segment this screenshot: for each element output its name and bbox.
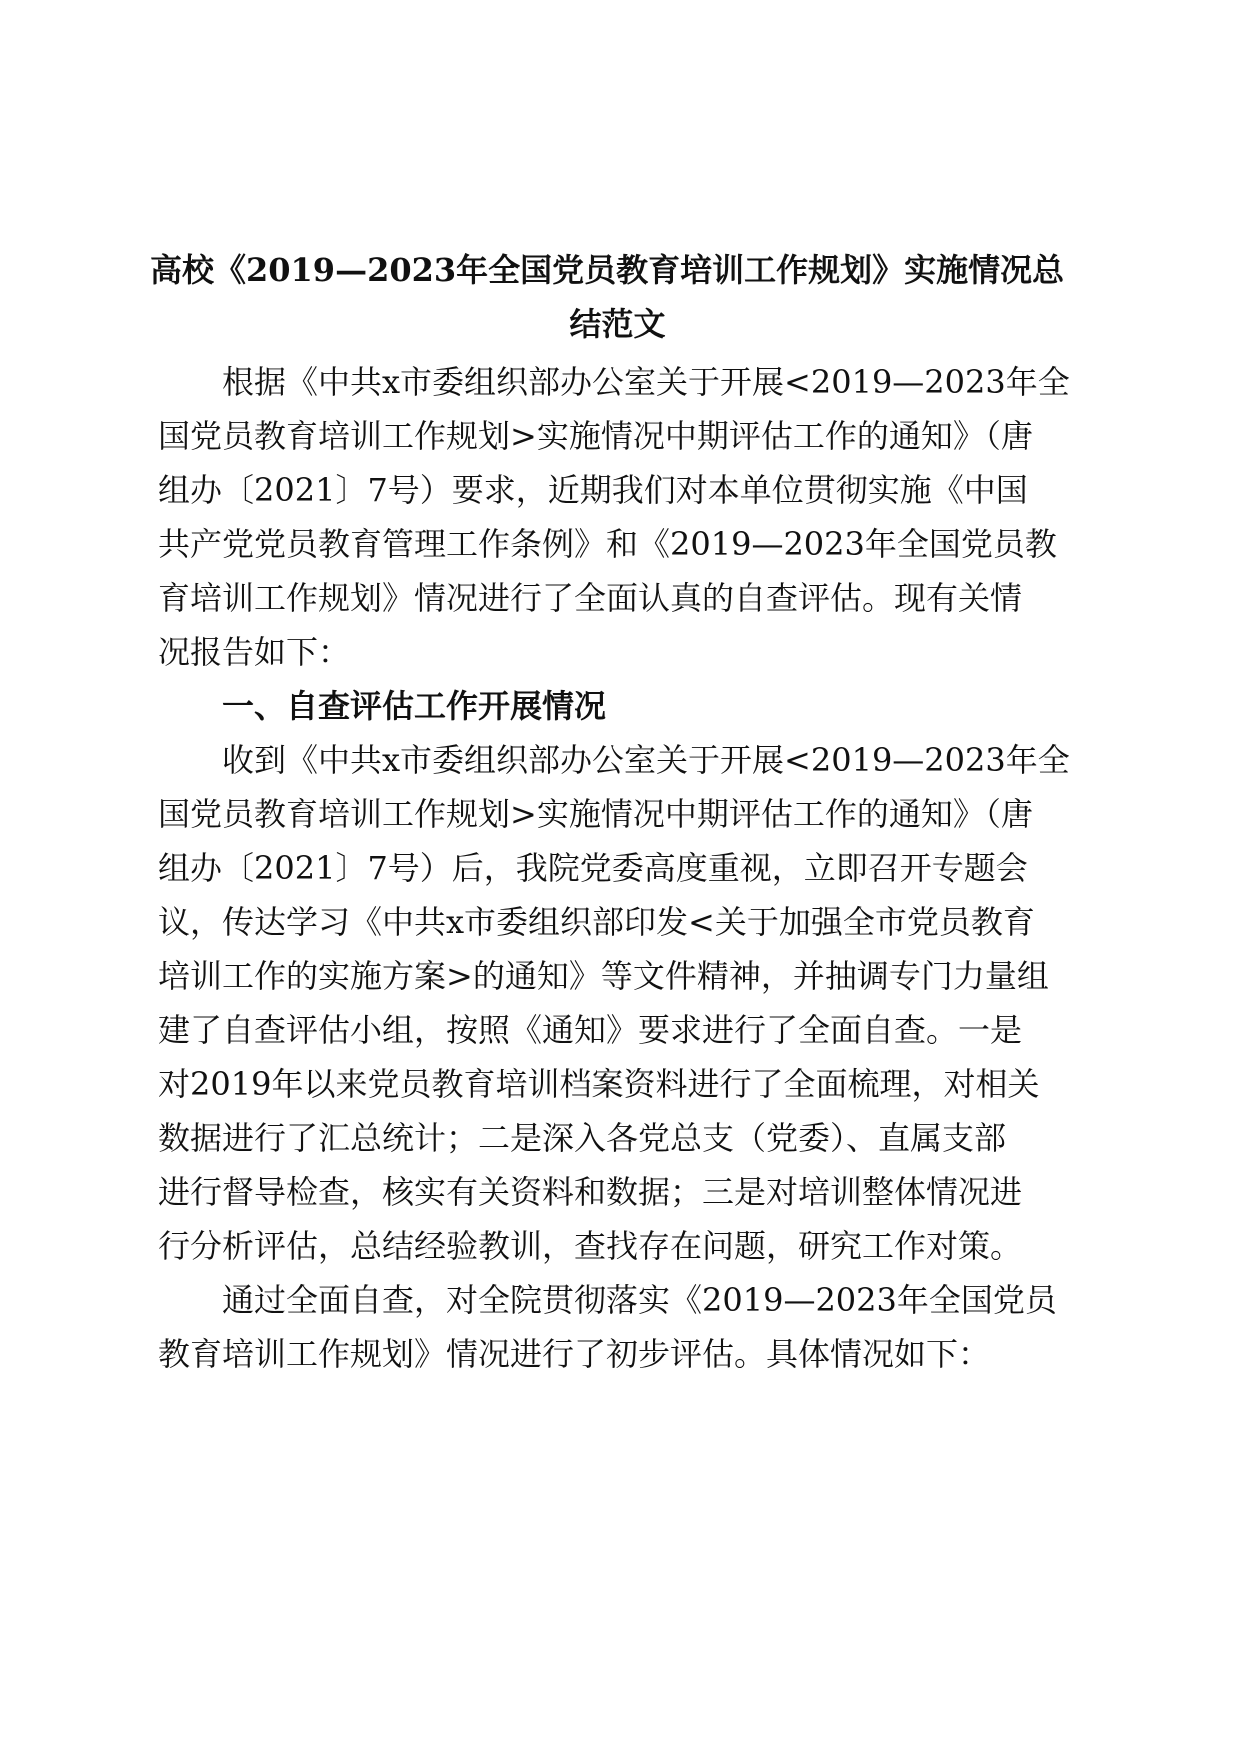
paragraph-2-line-1: 收到《中共x市委组织部办公室关于开展<2019—2023年全	[222, 741, 1070, 779]
paragraph-1-line-4: 共产党党员教育管理工作条例》和《2019—2023年全国党员教	[158, 525, 1057, 563]
paragraph-2-line-6: 建了自查评估小组，按照《通知》要求进行了全面自查。一是	[158, 1011, 1023, 1049]
paragraph-3-line-2: 教育培训工作规划》情况进行了初步评估。具体情况如下：	[158, 1335, 991, 1373]
paragraph-1-line-6: 况报告如下：	[158, 633, 351, 671]
paragraph-1-line-1: 根据《中共x市委组织部办公室关于开展<2019—2023年全	[222, 363, 1070, 401]
paragraph-1-line-2: 国党员教育培训工作规划>实施情况中期评估工作的通知》（唐	[158, 417, 1033, 455]
paragraph-2-line-4: 议，传达学习《中共x市委组织部印发<关于加强全市党员教育	[158, 903, 1035, 941]
paragraph-3-line-1: 通过全面自查，对全院贯彻落实《2019—2023年全国党员	[222, 1281, 1057, 1319]
paragraph-2-line-10: 行分析评估，总结经验教训，查找存在问题，研究工作对策。	[158, 1227, 1023, 1265]
paragraph-2-line-8: 数据进行了汇总统计；二是深入各党总支（党委）、直属支部	[158, 1119, 1007, 1157]
document-title-line-1: 高校《2019—2023年全国党员教育培训工作规划》实施情况总	[150, 251, 1065, 289]
paragraph-1-line-5: 育培训工作规划》情况进行了全面认真的自查评估。现有关情	[158, 579, 1023, 617]
paragraph-2-line-5: 培训工作的实施方案>的通知》等文件精神，并抽调专门力量组	[158, 957, 1049, 995]
paragraph-2-line-7: 对2019年以来党员教育培训档案资料进行了全面梳理，对相关	[158, 1065, 1040, 1103]
paragraph-1-line-3: 组办〔2021〕7号）要求，近期我们对本单位贯彻实施《中国	[158, 471, 1028, 509]
document-title-line-2: 结范文	[569, 305, 666, 343]
paragraph-2-line-9: 进行督导检查，核实有关资料和数据；三是对培训整体情况进	[158, 1173, 1023, 1211]
paragraph-2-line-2: 国党员教育培训工作规划>实施情况中期评估工作的通知》（唐	[158, 795, 1033, 833]
paragraph-2-line-3: 组办〔2021〕7号）后，我院党委高度重视，立即召开专题会	[158, 849, 1028, 887]
section-1-heading: 一、自查评估工作开展情况	[222, 687, 607, 725]
